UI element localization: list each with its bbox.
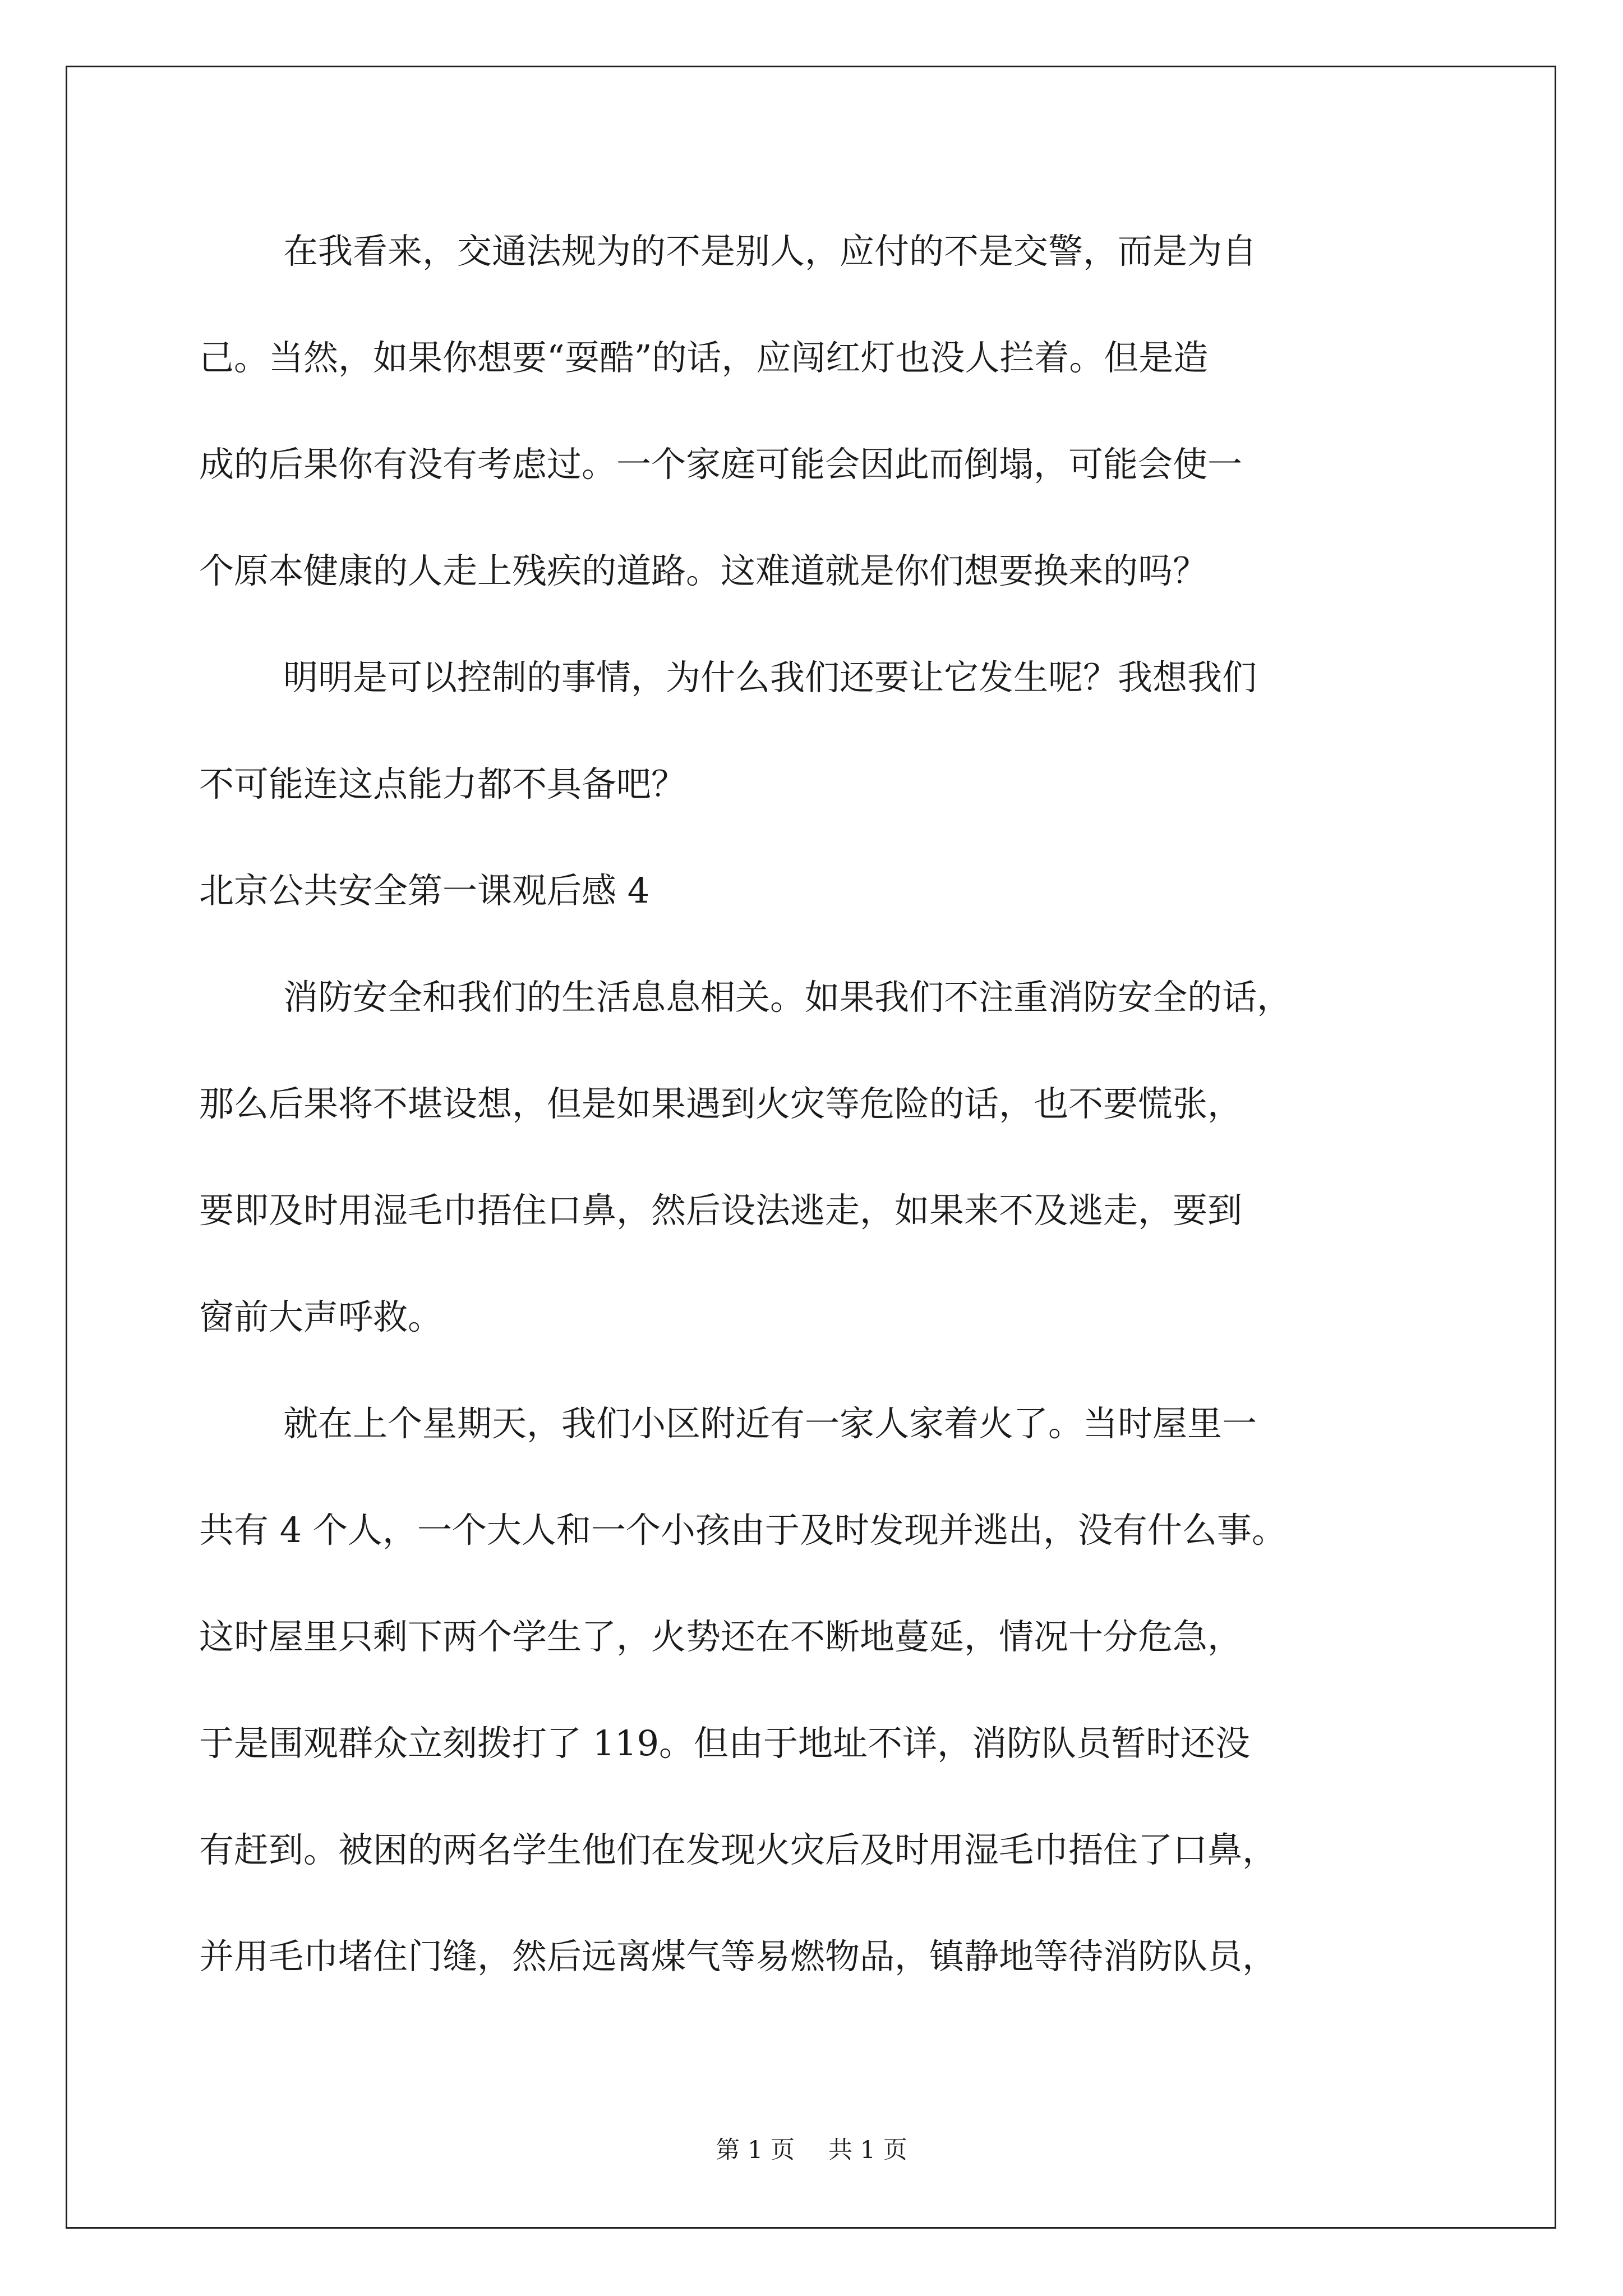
text-line: 就在上个星期天，我们小区附近有一家人家着火了。当时屋里一 — [283, 1403, 1257, 1444]
text-line: 己。当然，如果你想要“耍酷”的话，应闯红灯也没人拦着。但是造 — [199, 337, 1209, 378]
page-number-total: 共 1 页 — [828, 2136, 907, 2164]
text-line: 于是围观群众立刻拨打了 119。但由于地址不详，消防队员暂时还没 — [199, 1723, 1251, 1764]
section-heading: 北京公共安全第一课观后感 4 — [199, 870, 650, 911]
text-line: 共有 4 个人，一个大人和一个小孩由于及时发现并逃出，没有什么事。 — [199, 1510, 1287, 1550]
text-line: 这时屋里只剩下两个学生了，火势还在不断地蔓延，情况十分危急， — [199, 1616, 1243, 1657]
text-line: 那么后果将不堪设想，但是如果遇到火灾等危险的话，也不要慌张， — [199, 1083, 1243, 1124]
text-line: 不可能连这点能力都不具备吧？ — [199, 763, 686, 804]
text-line: 成的后果你有没有考虑过。一个家庭可能会因此而倒塌，可能会使一 — [199, 444, 1243, 485]
text-line: 明明是可以控制的事情，为什么我们还要让它发生呢？我想我们 — [283, 657, 1257, 698]
page-footer — [0, 2138, 1623, 2162]
text-line: 个原本健康的人走上残疾的道路。这难道就是你们想要换来的吗？ — [199, 550, 1208, 591]
page-number-current: 第 1 页 — [716, 2136, 795, 2164]
text-line: 要即及时用湿毛巾捂住口鼻，然后设法逃走，如果来不及逃走，要到 — [199, 1190, 1243, 1231]
page-border — [66, 66, 1556, 2229]
text-line: 窗前大声呼救。 — [199, 1296, 443, 1337]
text-line: 在我看来，交通法规为的不是别人，应付的不是交警，而是为自 — [283, 231, 1257, 272]
text-line: 并用毛巾堵住门缝，然后远离煤气等易燃物品，镇静地等待消防队员， — [199, 1936, 1278, 1977]
text-line: 有赶到。被困的两名学生他们在发现火灾后及时用湿毛巾捂住了口鼻， — [199, 1829, 1278, 1870]
text-line: 消防安全和我们的生活息息相关。如果我们不注重消防安全的话， — [283, 977, 1292, 1018]
